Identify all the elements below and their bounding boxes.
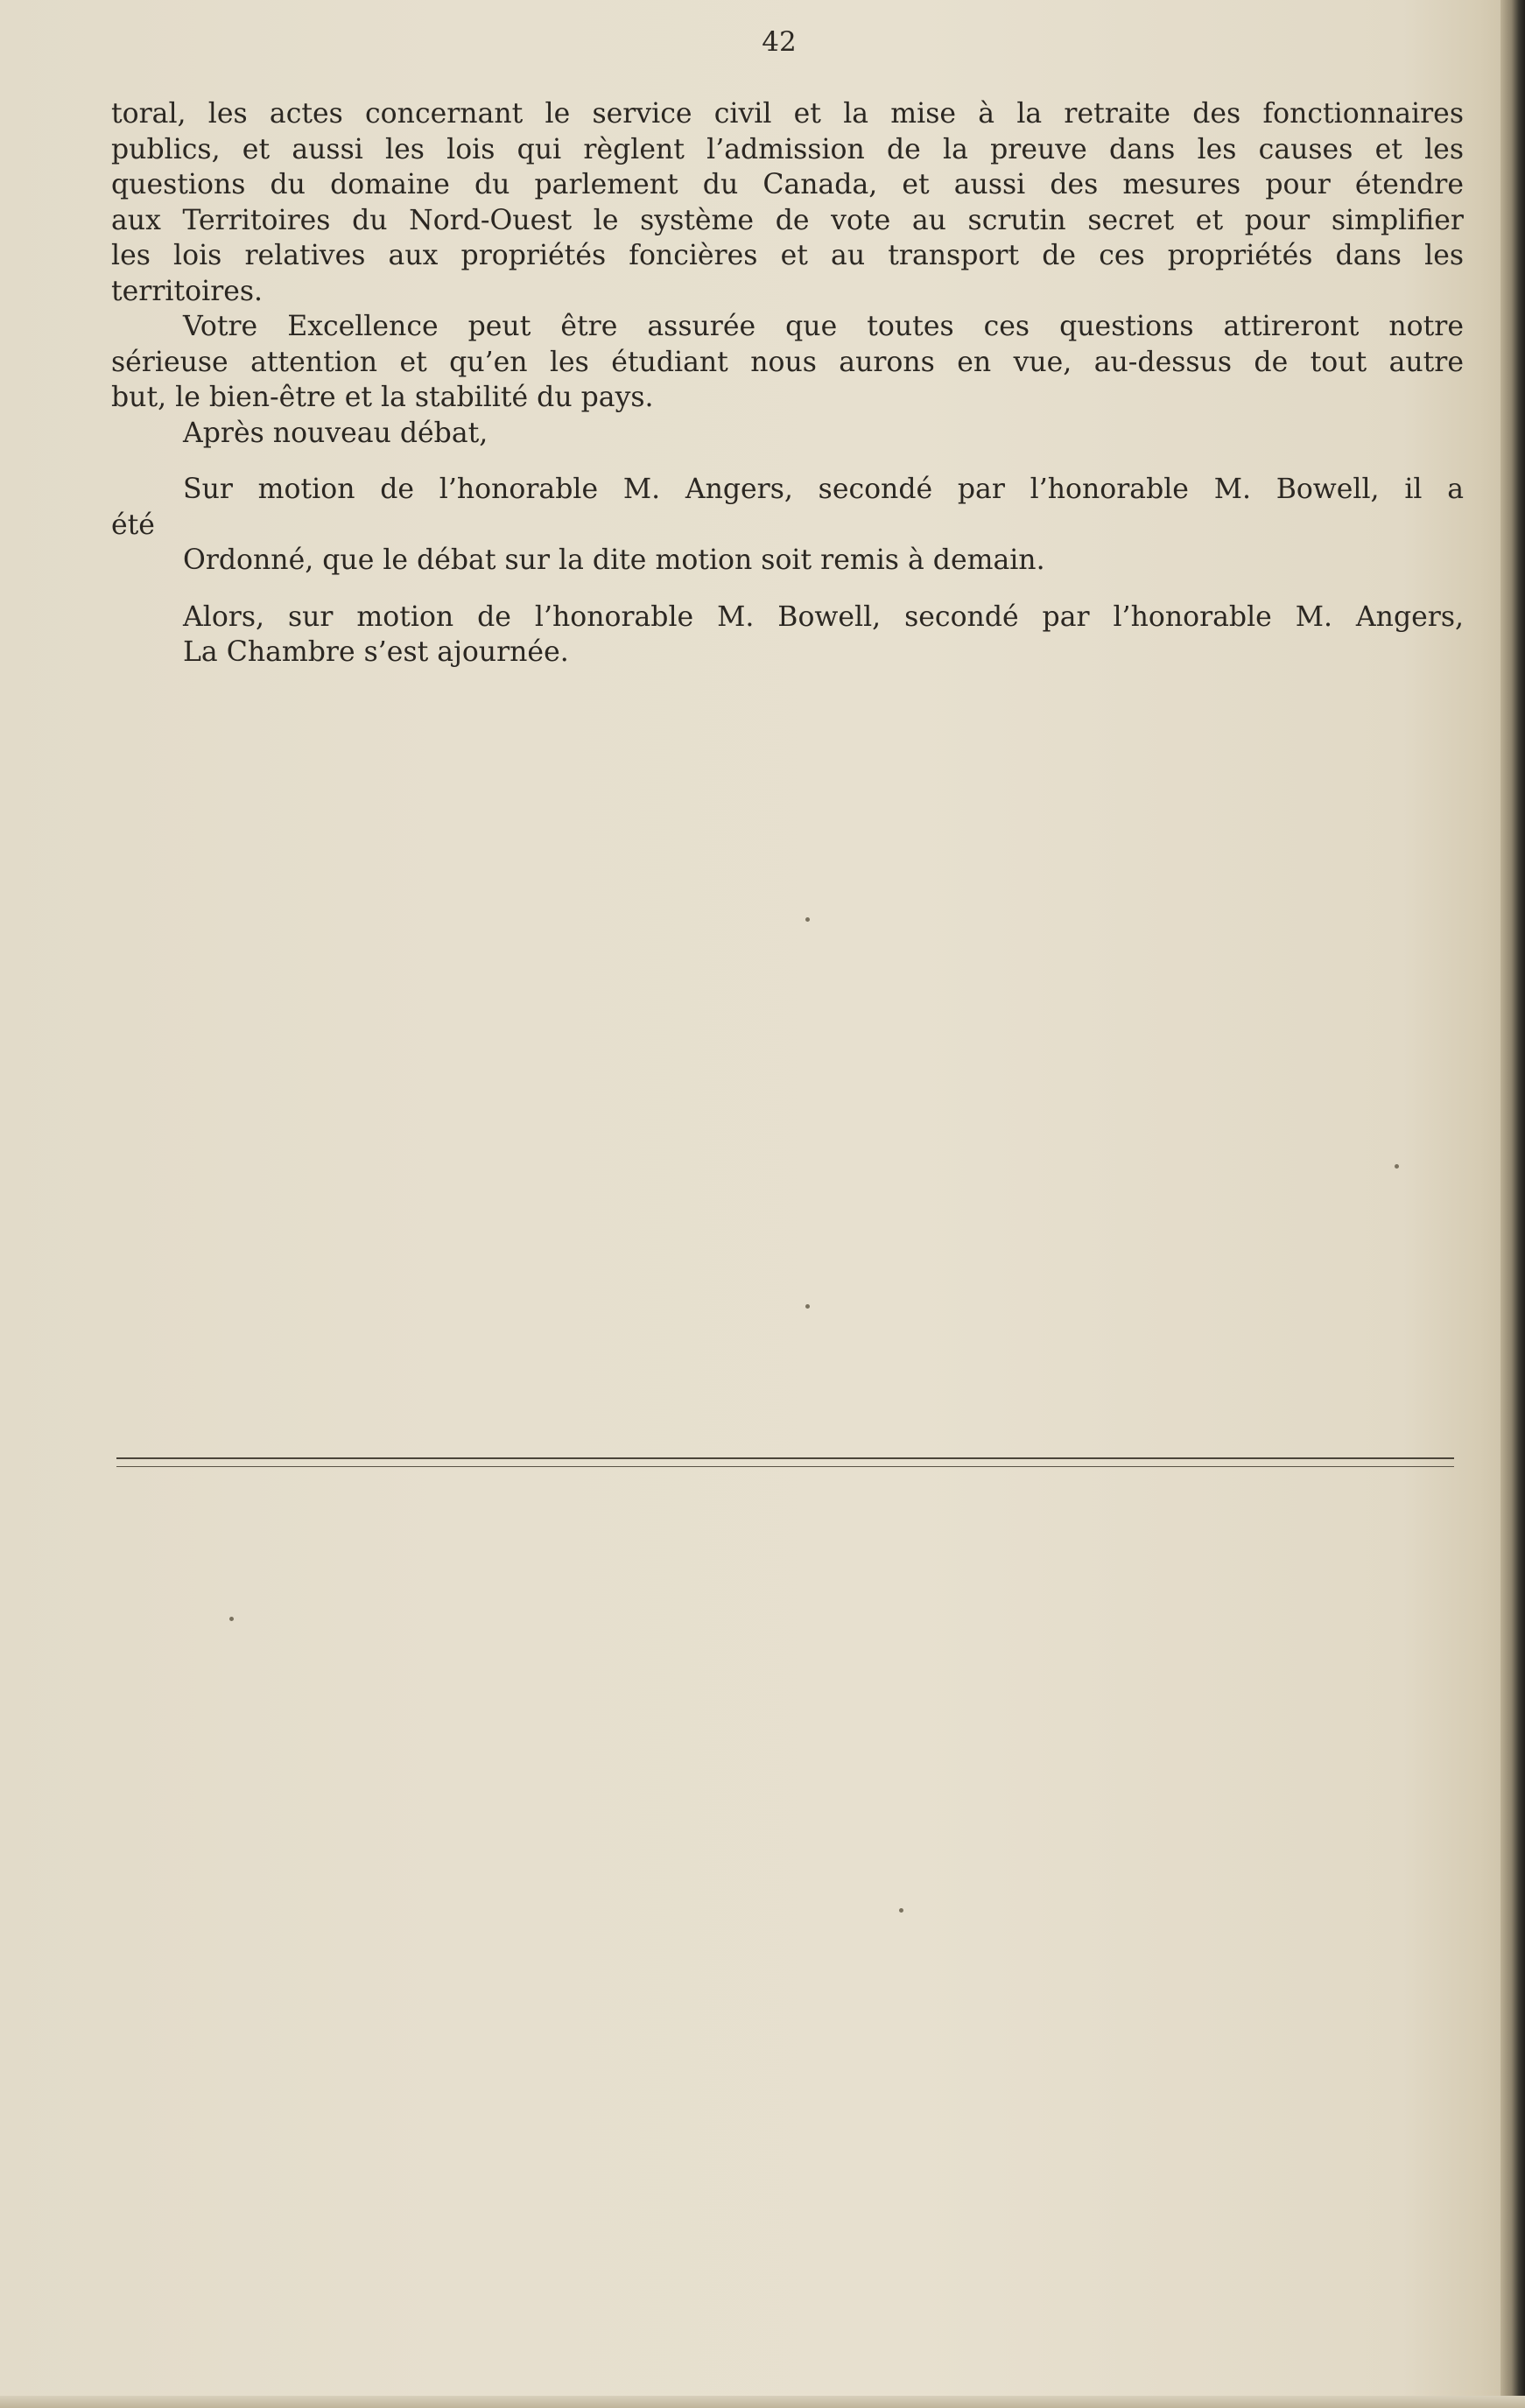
double-rule-divider — [116, 1457, 1454, 1474]
text-line: Après nouveau débat, — [183, 417, 488, 449]
page-binding-edge — [1500, 0, 1525, 2408]
paper-speck — [805, 1304, 810, 1309]
rule-line — [116, 1457, 1454, 1459]
text-line: La Chambre s’est ajournée. — [183, 636, 569, 668]
page-bottom-edge — [0, 2396, 1525, 2408]
paper-speck — [229, 1617, 234, 1621]
paper-speck — [899, 1908, 903, 1913]
text-line: aux Territoires du Nord-Ouest le système de vote au scrutin secret et pour simplifier — [111, 204, 1464, 236]
paper-speck — [805, 917, 810, 922]
text-line: Alors, sur motion de l’honorable M. Bowell, secondé par l’honorable M. Angers, — [183, 600, 1464, 633]
text-line: publics, et aussi les lois qui règlent l’admission de la preuve dans les causes et les — [111, 133, 1464, 165]
page-body-text — [111, 96, 1464, 670]
text-line: été — [111, 509, 155, 541]
text-line: territoires. — [111, 275, 264, 307]
paper-speck — [1395, 1164, 1399, 1169]
page-number: 42 — [762, 26, 797, 58]
text-line: les lois relatives aux propriétés foncières et au transport de ces propriétés dans les — [111, 240, 1464, 271]
text-line: Votre Excellence peut être assurée que toutes ces questions attireront notre — [183, 311, 1464, 342]
text-line: Sur motion de l’honorable M. Angers, secondé par l’honorable M. Bowell, il a — [183, 474, 1464, 505]
rule-line — [116, 1466, 1454, 1467]
text-line: toral, les actes concernant le service civil et la mise à la retraite des fonctionnaires — [111, 98, 1464, 130]
text-line: Ordonné, que le débat sur la dite motion soit remis à demain. — [183, 544, 1045, 576]
text-line: sérieuse attention et qu’en les étudiant nous aurons en vue, au-dessus de tout autre — [111, 346, 1464, 378]
text-line: but, le bien-être et la stabilité du pays. — [111, 382, 654, 413]
text-line: questions du domaine du parlement du Canada, et aussi des mesures pour étendre — [111, 169, 1464, 200]
